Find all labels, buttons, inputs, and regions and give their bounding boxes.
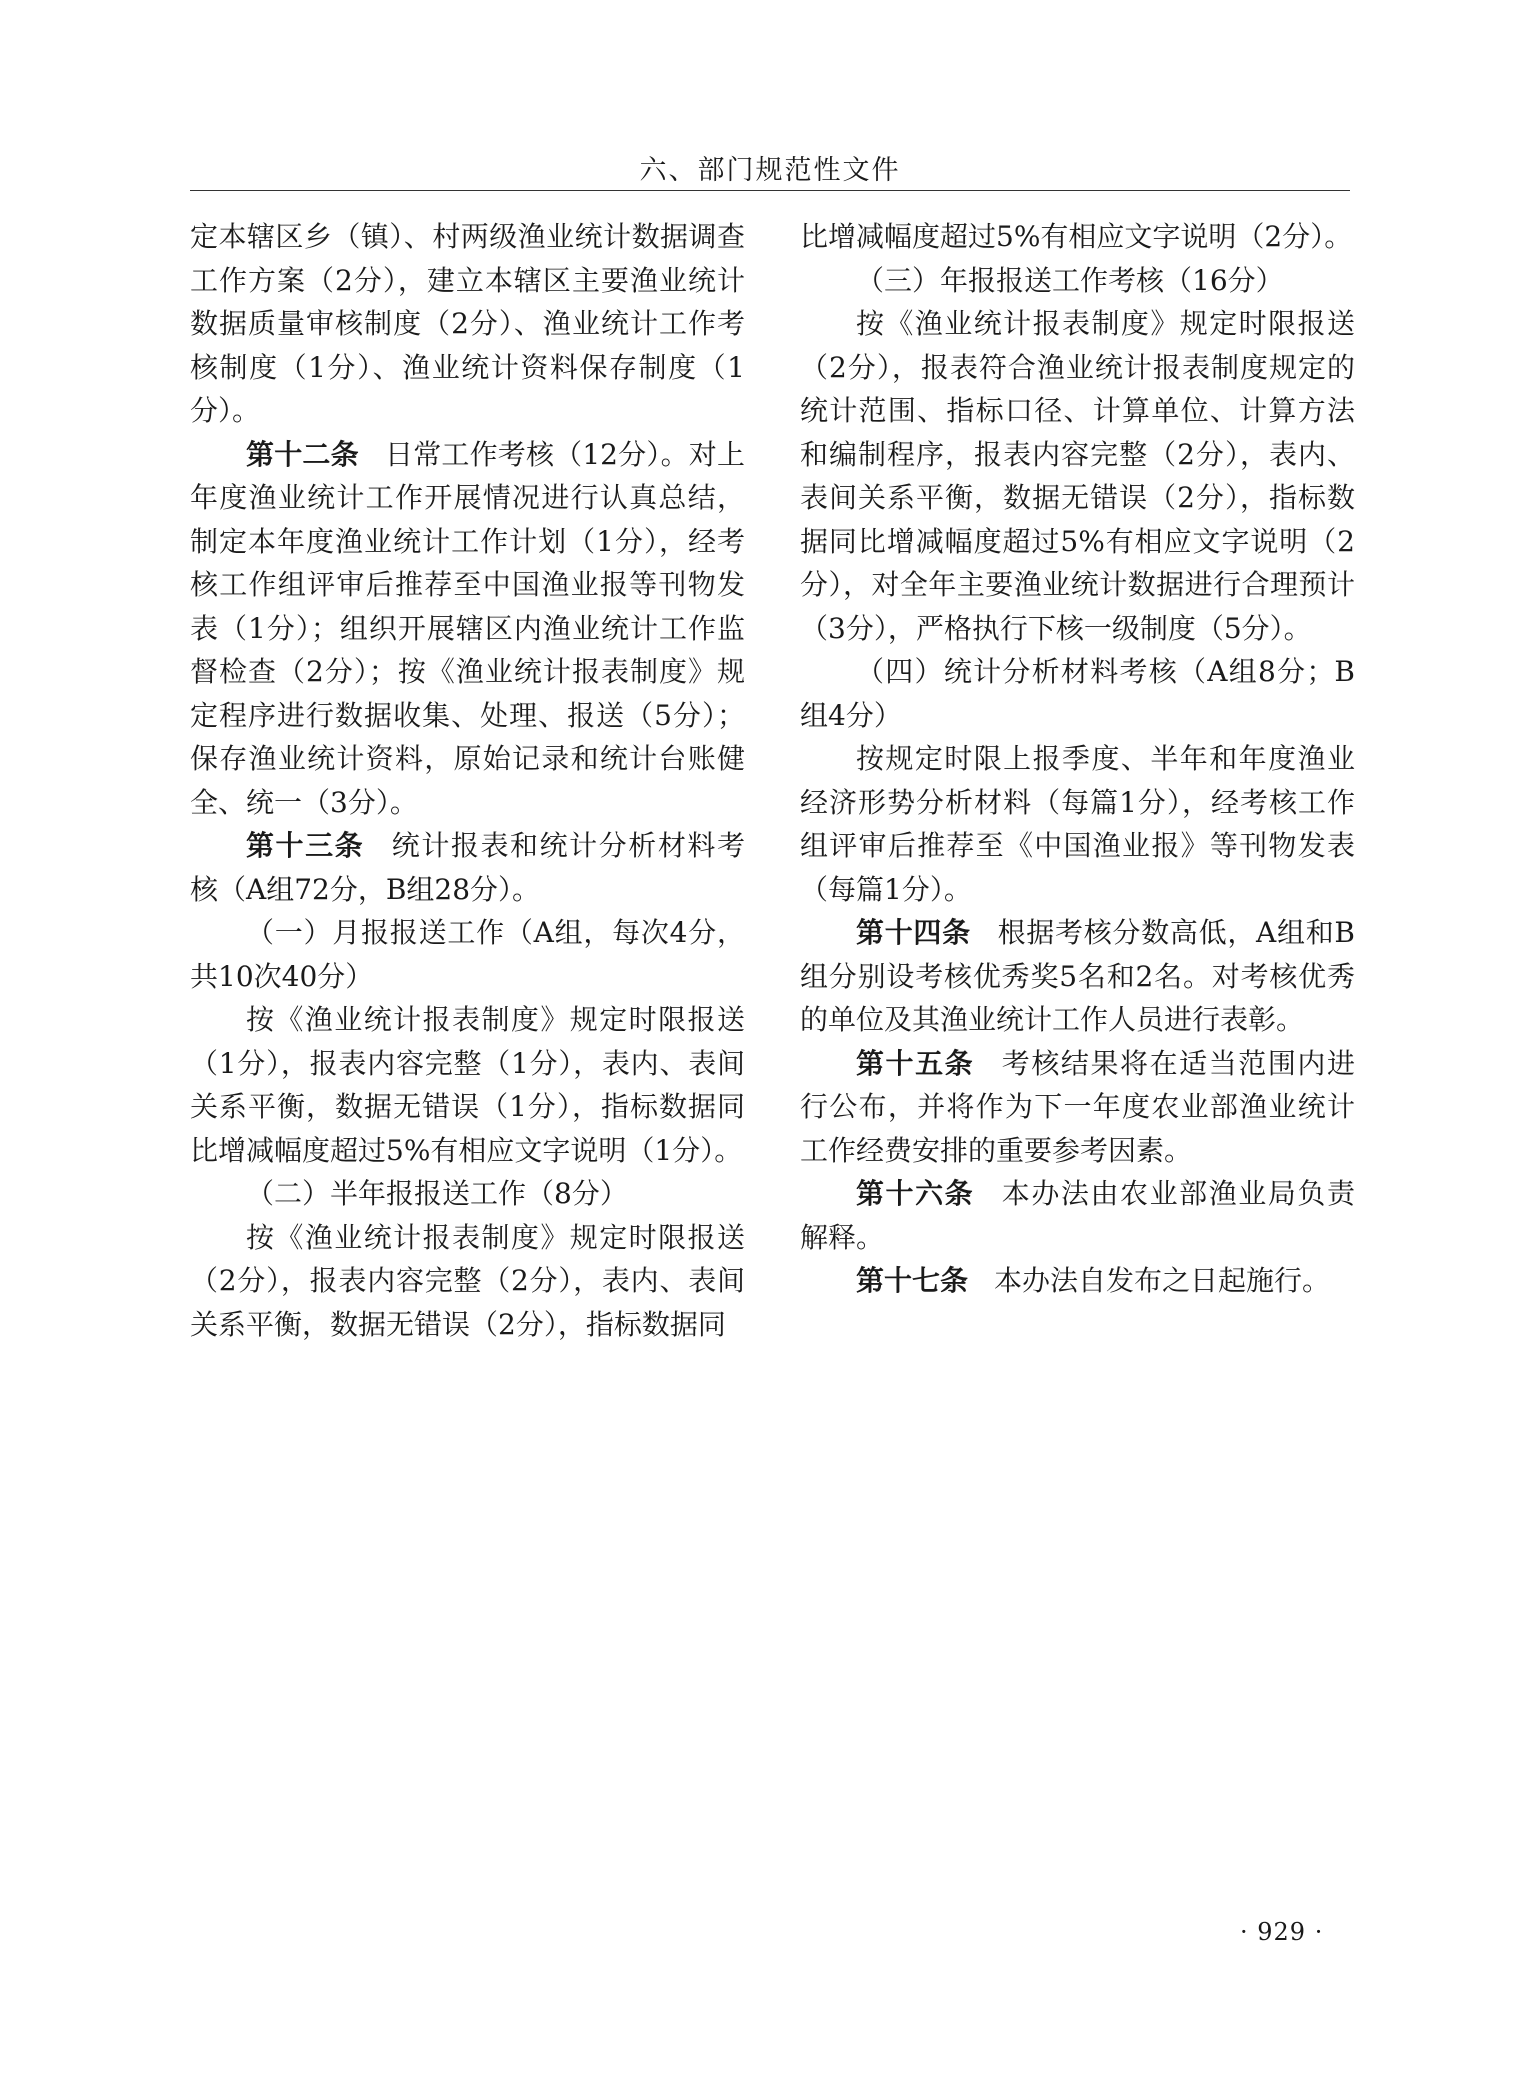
left-column xyxy=(190,215,745,1346)
paragraph xyxy=(190,215,745,433)
paragraph-text: 本办法由农业部渔业局负责解释。 xyxy=(800,1177,1355,1254)
paragraph-text: （一）月报报送工作（A组，每次4分，共10次40分） xyxy=(190,916,745,993)
right-column xyxy=(800,215,1355,1303)
paragraph-text: 统计报表和统计分析材料考核（A组72分，B组28分）。 xyxy=(190,829,745,906)
article-17 xyxy=(800,1259,1355,1303)
subsection-heading xyxy=(800,650,1355,737)
article-12 xyxy=(190,433,745,825)
article-16 xyxy=(800,1172,1355,1259)
paragraph-text: 按规定时限上报季度、半年和年度渔业经济形势分析材料（每篇1分），经考核工作组评审后推荐至《中国渔业报》等刊物发表（每篇1分）。 xyxy=(800,742,1355,906)
paragraph-text: （四）统计分析材料考核（A组8分；B组4分） xyxy=(800,655,1355,732)
article-13 xyxy=(190,824,745,911)
paragraph-text: （二）半年报报送工作（8分） xyxy=(246,1177,628,1210)
article-heading: 第十七条 xyxy=(856,1264,969,1297)
subsection-heading xyxy=(190,1172,745,1216)
paragraph-text: 日常工作考核（12分）。对上年度渔业统计工作开展情况进行认真总结，制定本年度渔业统计工作计划（1分），经考核工作组评审后推荐至中国渔业报等刊物发表（1分）；组织开展辖区内渔业统计工作监督检查（2分）；按《渔业统计报表制度》规定程序进行数据收集、处理、报送（5分）；保存渔业统计资料，原始记录和统计台账健全、统一（3分）。 xyxy=(190,437,745,819)
article-heading: 第十三条 xyxy=(246,829,365,862)
article-heading: 第十四条 xyxy=(856,916,971,949)
paragraph xyxy=(190,998,745,1172)
paragraph-text: （三）年报报送工作考核（16分） xyxy=(856,263,1284,297)
paragraph-text: 定本辖区乡（镇）、村两级渔业统计数据调查工作方案（2分），建立本辖区主要渔业统计数据质量审核制度（2分）、渔业统计工作考核制度（1分）、渔业统计资料保存制度（1分）。 xyxy=(190,220,745,427)
article-15 xyxy=(800,1042,1355,1173)
article-14 xyxy=(800,911,1355,1042)
paragraph-text: 按《渔业统计报表制度》规定时限报送（2分），报表符合渔业统计报表制度规定的统计范围、指标口径、计算单位、计算方法和编制程序，报表内容完整（2分），表内、表间关系平衡，数据无错误（2分），指标数据同比增减幅度超过5%有相应文字说明（2分），对全年主要渔业统计数据进行合理预计（3分），严格执行下核一级制度（5分）。 xyxy=(800,307,1355,645)
article-heading: 第十六条 xyxy=(856,1177,975,1210)
page-number: · 929 · xyxy=(1240,1918,1324,1946)
article-heading: 第十二条 xyxy=(246,437,359,471)
subsection-heading xyxy=(190,911,745,998)
subsection-heading xyxy=(800,259,1355,303)
paragraph xyxy=(190,1216,745,1347)
paragraph-text: 比增减幅度超过5%有相应文字说明（2分）。 xyxy=(800,220,1353,253)
paragraph xyxy=(800,215,1355,259)
paragraph-text: 按《渔业统计报表制度》规定时限报送（1分），报表内容完整（1分），表内、表间关系平衡，数据无错误（1分），指标数据同比增减幅度超过5%有相应文字说明（1分）。 xyxy=(190,1003,745,1167)
paragraph-text: 考核结果将在适当范围内进行公布，并将作为下一年度农业部渔业统计工作经费安排的重要参考因素。 xyxy=(800,1046,1355,1167)
running-head: 六、部门规范性文件 xyxy=(639,155,901,186)
paragraph-text: 按《渔业统计报表制度》规定时限报送（2分），报表内容完整（2分），表内、表间关系平衡，数据无错误（2分），指标数据同 xyxy=(190,1220,745,1341)
paragraph xyxy=(800,737,1355,911)
paragraph-text: 根据考核分数高低，A组和B组分别设考核优秀奖5名和2名。对考核优秀的单位及其渔业统计工作人员进行表彰。 xyxy=(800,916,1355,1036)
paragraph xyxy=(800,302,1355,650)
header-rule xyxy=(190,190,1350,191)
article-heading: 第十五条 xyxy=(856,1046,975,1080)
paragraph-text: 本办法自发布之日起施行。 xyxy=(994,1264,1331,1297)
